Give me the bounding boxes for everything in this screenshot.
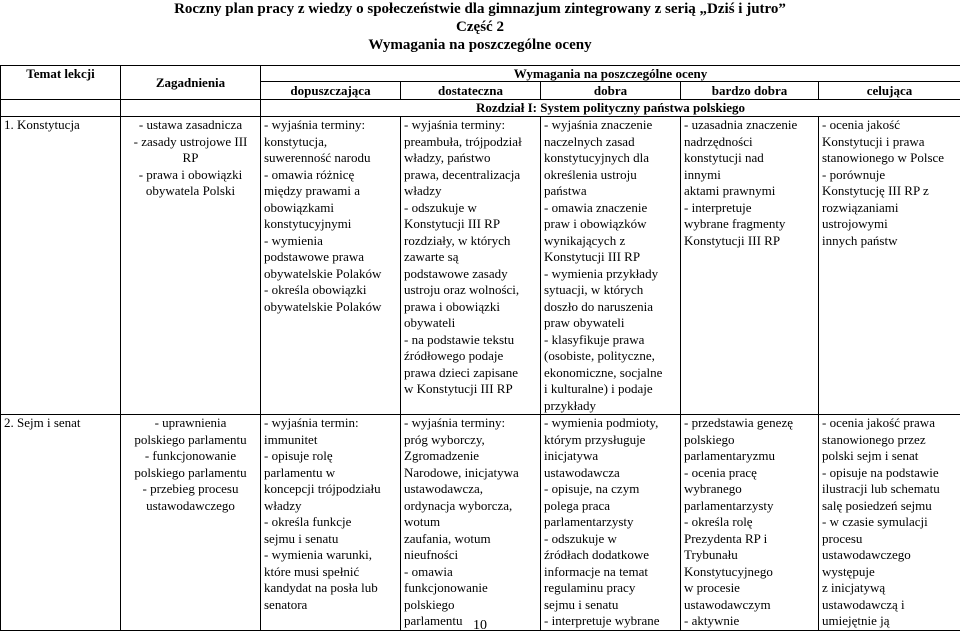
topic-line: 2. Sejm i senat — [4, 415, 117, 432]
cell-line: - wyjaśnia znaczenie — [544, 117, 677, 134]
cell-line: państwa — [544, 183, 677, 200]
row-topic — [1, 117, 121, 415]
cell-line: - wyjaśnia termin: — [264, 415, 397, 432]
chapter-spacer — [1, 100, 121, 117]
cell-line: parlamentu — [404, 613, 537, 630]
cell-line: Zgromadzenie — [404, 448, 537, 465]
cell-line: polskiego — [684, 432, 815, 449]
cell-line: - przedstawia genezę — [684, 415, 815, 432]
cell-line: źródłowego podaje — [404, 348, 537, 365]
cell-line: - omawia znaczenie — [544, 200, 677, 217]
cell-line: zawarte są — [404, 249, 537, 266]
cell-line: Konstytucji III RP — [404, 216, 537, 233]
cell-line: salę posiedzeń sejmu — [822, 498, 957, 515]
cell-line: - przebieg procesu — [124, 481, 257, 498]
cell-line: koncepcji trójpodziału — [264, 481, 397, 498]
header-grade-dopuszczajaca: dopuszczająca — [261, 82, 401, 100]
cell-line: - wyjaśnia terminy: — [404, 117, 537, 134]
row-issues — [121, 415, 261, 631]
cell-line: immunitet — [264, 432, 397, 449]
cell-line: parlamentaryzmu — [684, 448, 815, 465]
cell-line: doszło do naruszenia — [544, 299, 677, 316]
cell-line: RP — [124, 150, 257, 167]
cell-line: - ocenia jakość — [822, 117, 957, 134]
topic-line: 1. Konstytucja — [4, 117, 117, 134]
cell-line: - omawia — [404, 564, 537, 581]
cell-line: informacje na temat — [544, 564, 677, 581]
cell-line: inicjatywa — [544, 448, 677, 465]
cell-line: aktami prawnymi — [684, 183, 815, 200]
header-issues: Zagadnienia — [121, 66, 261, 100]
cell-line: konstytucyjnych dla — [544, 150, 677, 167]
cell-line: - interpretuje wybrane — [544, 613, 677, 630]
cell-line: prawa i obowiązki — [404, 299, 537, 316]
header-grade-celujaca: celująca — [819, 82, 960, 100]
cell-line: procesu — [822, 531, 957, 548]
cell-line: stanowionego przez — [822, 432, 957, 449]
cell-line: - wymienia podmioty, — [544, 415, 677, 432]
cell-line: Konstytucji III RP — [684, 233, 815, 250]
cell-line: Konstytucyjnego — [684, 564, 815, 581]
cell-line: obywatelskie Polaków — [264, 299, 397, 316]
cell-line: konstytucji nad — [684, 150, 815, 167]
cell-line: z inicjatywą — [822, 580, 957, 597]
cell-line: ordynacja wyborcza, — [404, 498, 537, 515]
cell-line: obywateli — [404, 315, 537, 332]
cell-line: którym przysługuje — [544, 432, 677, 449]
cell-line: praw i obowiązków — [544, 216, 677, 233]
cell-line: wybranego — [684, 481, 815, 498]
cell-line: prawa, decentralizacja — [404, 167, 537, 184]
header-grade-bardzo-dobra: bardzo dobra — [681, 82, 819, 100]
row-celujaca — [819, 117, 960, 415]
cell-line: naczelnych zasad — [544, 134, 677, 151]
cell-line: parlamentarzysty — [684, 498, 815, 515]
document-part: Część 2 — [0, 18, 960, 36]
cell-line: - odszukuje w — [544, 531, 677, 548]
cell-line: władzy, państwo — [404, 150, 537, 167]
cell-line: - wyjaśnia terminy: — [404, 415, 537, 432]
cell-line: - wymienia warunki, — [264, 547, 397, 564]
requirements-table — [0, 65, 960, 631]
cell-line: zaufania, wotum — [404, 531, 537, 548]
cell-line: wynikających z — [544, 233, 677, 250]
cell-line: Narodowe, inicjatywa — [404, 465, 537, 482]
table-row — [1, 415, 960, 631]
header-topic: Temat lekcji — [1, 66, 121, 100]
row-dostateczna — [401, 415, 541, 631]
cell-line: parlamentu w — [264, 465, 397, 482]
chapter-spacer — [121, 100, 261, 117]
cell-line: polega praca — [544, 498, 677, 515]
cell-line: między prawami a — [264, 183, 397, 200]
chapter-title: Rozdział I: System polityczny państwa polskiego — [261, 100, 960, 117]
cell-line: Konstytucji III RP — [544, 249, 677, 266]
cell-line: ilustracji lub schematu — [822, 481, 957, 498]
cell-line: innych państw — [822, 233, 957, 250]
cell-line: preambuła, trójpodział — [404, 134, 537, 151]
cell-line: przykłady — [544, 398, 677, 415]
header-grade-dostateczna: dostateczna — [401, 82, 541, 100]
row-topic — [1, 415, 121, 631]
cell-line: kandydat na posła lub — [264, 580, 397, 597]
cell-line: nieufności — [404, 547, 537, 564]
cell-line: Konstytucję III RP z — [822, 183, 957, 200]
cell-line: które musi spełnić — [264, 564, 397, 581]
header-requirements: Wymagania na poszczególne oceny — [261, 66, 960, 82]
cell-line: określenia ustroju — [544, 167, 677, 184]
cell-line: sejmu i senatu — [544, 597, 677, 614]
cell-line: - w czasie symulacji — [822, 514, 957, 531]
cell-line: funkcjonowanie — [404, 580, 537, 597]
cell-line: - ocenia pracę — [684, 465, 815, 482]
cell-line: ekonomiczne, socjalne — [544, 365, 677, 382]
cell-line: - omawia różnicę — [264, 167, 397, 184]
cell-line: w Konstytucji III RP — [404, 381, 537, 398]
cell-line: - odszukuje w — [404, 200, 537, 217]
cell-line: suwerenność narodu — [264, 150, 397, 167]
cell-line: ustrojowymi — [822, 216, 957, 233]
document-subtitle: Wymagania na poszczególne oceny — [0, 36, 960, 54]
cell-line: - uzasadnia znaczenie — [684, 117, 815, 134]
cell-line: Konstytucji i prawa — [822, 134, 957, 151]
cell-line: obywatela Polski — [124, 183, 257, 200]
cell-line: innymi — [684, 167, 815, 184]
cell-line: w procesie — [684, 580, 815, 597]
cell-line: ustawodawcza — [544, 465, 677, 482]
cell-line: występuje — [822, 564, 957, 581]
cell-line: wotum — [404, 514, 537, 531]
cell-line: obowiązkami — [264, 200, 397, 217]
row-issues — [121, 117, 261, 415]
cell-line: źródłach dodatkowe — [544, 547, 677, 564]
cell-line: sytuacji, w których — [544, 282, 677, 299]
cell-line: - na podstawie tekstu — [404, 332, 537, 349]
table-row — [1, 117, 960, 415]
cell-line: ustawodawcza, — [404, 481, 537, 498]
cell-line: praw obywateli — [544, 315, 677, 332]
cell-line: - zasady ustrojowe III — [124, 134, 257, 151]
cell-line: rozdziały, w których — [404, 233, 537, 250]
cell-line: (osobiste, polityczne, — [544, 348, 677, 365]
cell-line: - opisuje rolę — [264, 448, 397, 465]
cell-line: sejmu i senatu — [264, 531, 397, 548]
cell-line: wybrane fragmenty — [684, 216, 815, 233]
cell-line: - określa funkcje — [264, 514, 397, 531]
cell-line: - opisuje, na czym — [544, 481, 677, 498]
cell-line: polskiego parlamentu — [124, 465, 257, 482]
row-bardzo-dobra — [681, 415, 819, 631]
document-header — [0, 0, 960, 54]
cell-line: - ocenia jakość prawa — [822, 415, 957, 432]
row-dopuszczajaca — [261, 117, 401, 415]
cell-line: Prezydenta RP i — [684, 531, 815, 548]
cell-line: rozwiązaniami — [822, 200, 957, 217]
cell-line: ustawodawczego — [822, 547, 957, 564]
cell-line: parlamentarzysty — [544, 514, 677, 531]
row-dobra — [541, 415, 681, 631]
row-dobra — [541, 117, 681, 415]
cell-line: próg wyborczy, — [404, 432, 537, 449]
cell-line: - interpretuje — [684, 200, 815, 217]
cell-line: i kulturalne) i podaje — [544, 381, 677, 398]
cell-line: - porównuje — [822, 167, 957, 184]
cell-line: - prawa i obowiązki — [124, 167, 257, 184]
cell-line: konstytucyjnymi — [264, 216, 397, 233]
cell-line: obywatelskie Polaków — [264, 266, 397, 283]
cell-line: - wyjaśnia terminy: — [264, 117, 397, 134]
cell-line: ustawodawczą i — [822, 597, 957, 614]
cell-line: - funkcjonowanie — [124, 448, 257, 465]
page-number: 10 — [0, 618, 960, 634]
cell-line: podstawowe prawa — [264, 249, 397, 266]
row-celujaca — [819, 415, 960, 631]
cell-line: polski sejm i senat — [822, 448, 957, 465]
cell-line: władzy — [264, 498, 397, 515]
cell-line: władzy — [404, 183, 537, 200]
cell-line: ustawodawczego — [124, 498, 257, 515]
row-dostateczna — [401, 117, 541, 415]
cell-line: polskiego — [404, 597, 537, 614]
cell-line: Trybunału — [684, 547, 815, 564]
cell-line: konstytucja, — [264, 134, 397, 151]
cell-line: - określa rolę — [684, 514, 815, 531]
cell-line: - aktywnie — [684, 613, 815, 630]
cell-line: - określa obowiązki — [264, 282, 397, 299]
header-grade-dobra: dobra — [541, 82, 681, 100]
cell-line: - wymienia — [264, 233, 397, 250]
cell-line: - opisuje na podstawie — [822, 465, 957, 482]
row-bardzo-dobra — [681, 117, 819, 415]
cell-line: umiejętnie ją — [822, 613, 957, 630]
cell-line: stanowionego w Polsce — [822, 150, 957, 167]
cell-line: - wymienia przykłady — [544, 266, 677, 283]
cell-line: - uprawnienia — [124, 415, 257, 432]
cell-line: prawa dzieci zapisane — [404, 365, 537, 382]
cell-line: senatora — [264, 597, 397, 614]
cell-line: regulaminu pracy — [544, 580, 677, 597]
cell-line: ustroju oraz wolności, — [404, 282, 537, 299]
cell-line: nadrzędności — [684, 134, 815, 151]
cell-line: - ustawa zasadnicza — [124, 117, 257, 134]
cell-line: - klasyfikuje prawa — [544, 332, 677, 349]
cell-line: ustawodawczym — [684, 597, 815, 614]
cell-line: polskiego parlamentu — [124, 432, 257, 449]
cell-line: podstawowe zasady — [404, 266, 537, 283]
document-title: Roczny plan pracy z wiedzy o społeczeństwie dla gimnazjum zintegrowany z serią „Dziś i jutro” — [0, 0, 960, 18]
row-dopuszczajaca — [261, 415, 401, 631]
